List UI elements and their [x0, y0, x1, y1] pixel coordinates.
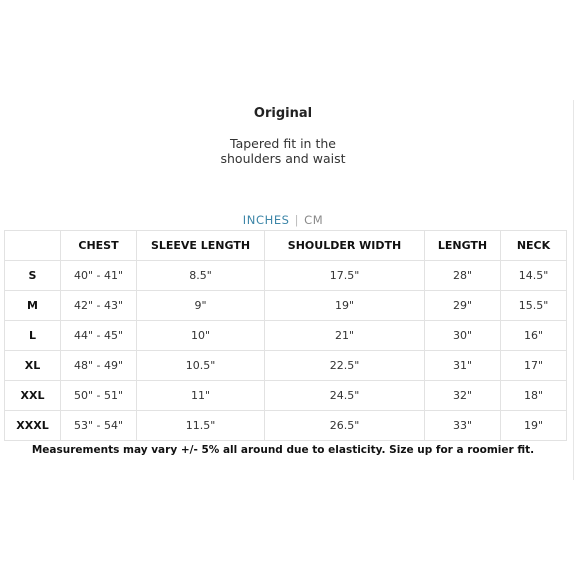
neck-value: 16": [501, 321, 567, 351]
fit-description-line-1: Tapered fit in the: [230, 136, 336, 151]
fit-title: Original: [253, 106, 313, 121]
length-value: 32": [425, 381, 501, 411]
size-label: L: [5, 321, 61, 351]
header-sleeve-length: SLEEVE LENGTH: [137, 231, 265, 261]
fit-description-line-2: shoulders and waist: [220, 151, 346, 166]
header-shoulder-width: SHOULDER WIDTH: [265, 231, 425, 261]
size-label: S: [5, 261, 61, 291]
shoulder-value: 19": [265, 291, 425, 321]
table-header-row: [5, 231, 567, 261]
neck-value: 14.5": [501, 261, 567, 291]
length-value: 31": [425, 351, 501, 381]
header-chest: CHEST: [61, 231, 137, 261]
chest-value: 50" - 51": [61, 381, 137, 411]
neck-value: 19": [501, 411, 567, 441]
header-length: LENGTH: [425, 231, 501, 261]
unit-inches-button[interactable]: INCHES: [242, 213, 290, 227]
size-label: M: [5, 291, 61, 321]
fit-description: [0, 136, 566, 166]
shoulder-value: 17.5": [265, 261, 425, 291]
neck-value: 18": [501, 381, 567, 411]
sleeve-value: 10": [137, 321, 265, 351]
page-edge-divider: [573, 100, 574, 480]
header-neck: NECK: [501, 231, 567, 261]
shoulder-value: 22.5": [265, 351, 425, 381]
sleeve-value: 9": [137, 291, 265, 321]
chest-value: 40" - 41": [61, 261, 137, 291]
shoulder-value: 24.5": [265, 381, 425, 411]
chest-value: 42" - 43": [61, 291, 137, 321]
neck-value: 17": [501, 351, 567, 381]
length-value: 33": [425, 411, 501, 441]
length-value: 28": [425, 261, 501, 291]
table-row: [5, 321, 567, 351]
size-label: XXL: [5, 381, 61, 411]
table-row: [5, 351, 567, 381]
unit-cm-button[interactable]: CM: [304, 213, 324, 227]
measurement-footnote: Measurements may vary +/- 5% all around due to elasticity. Size up for a roomier fit.: [31, 444, 535, 456]
neck-value: 15.5": [501, 291, 567, 321]
length-value: 29": [425, 291, 501, 321]
unit-toggle: [0, 213, 566, 227]
length-value: 30": [425, 321, 501, 351]
size-label: XXXL: [5, 411, 61, 441]
chest-value: 48" - 49": [61, 351, 137, 381]
size-chart-table: [4, 230, 567, 441]
shoulder-value: 26.5": [265, 411, 425, 441]
sleeve-value: 11.5": [137, 411, 265, 441]
table-row: [5, 291, 567, 321]
unit-separator: |: [294, 213, 300, 227]
sleeve-value: 8.5": [137, 261, 265, 291]
sleeve-value: 11": [137, 381, 265, 411]
size-label: XL: [5, 351, 61, 381]
table-row: [5, 381, 567, 411]
chest-value: 44" - 45": [61, 321, 137, 351]
sleeve-value: 10.5": [137, 351, 265, 381]
table-row: [5, 261, 567, 291]
table-row: [5, 411, 567, 441]
chest-value: 53" - 54": [61, 411, 137, 441]
shoulder-value: 21": [265, 321, 425, 351]
header-size: [5, 231, 61, 261]
